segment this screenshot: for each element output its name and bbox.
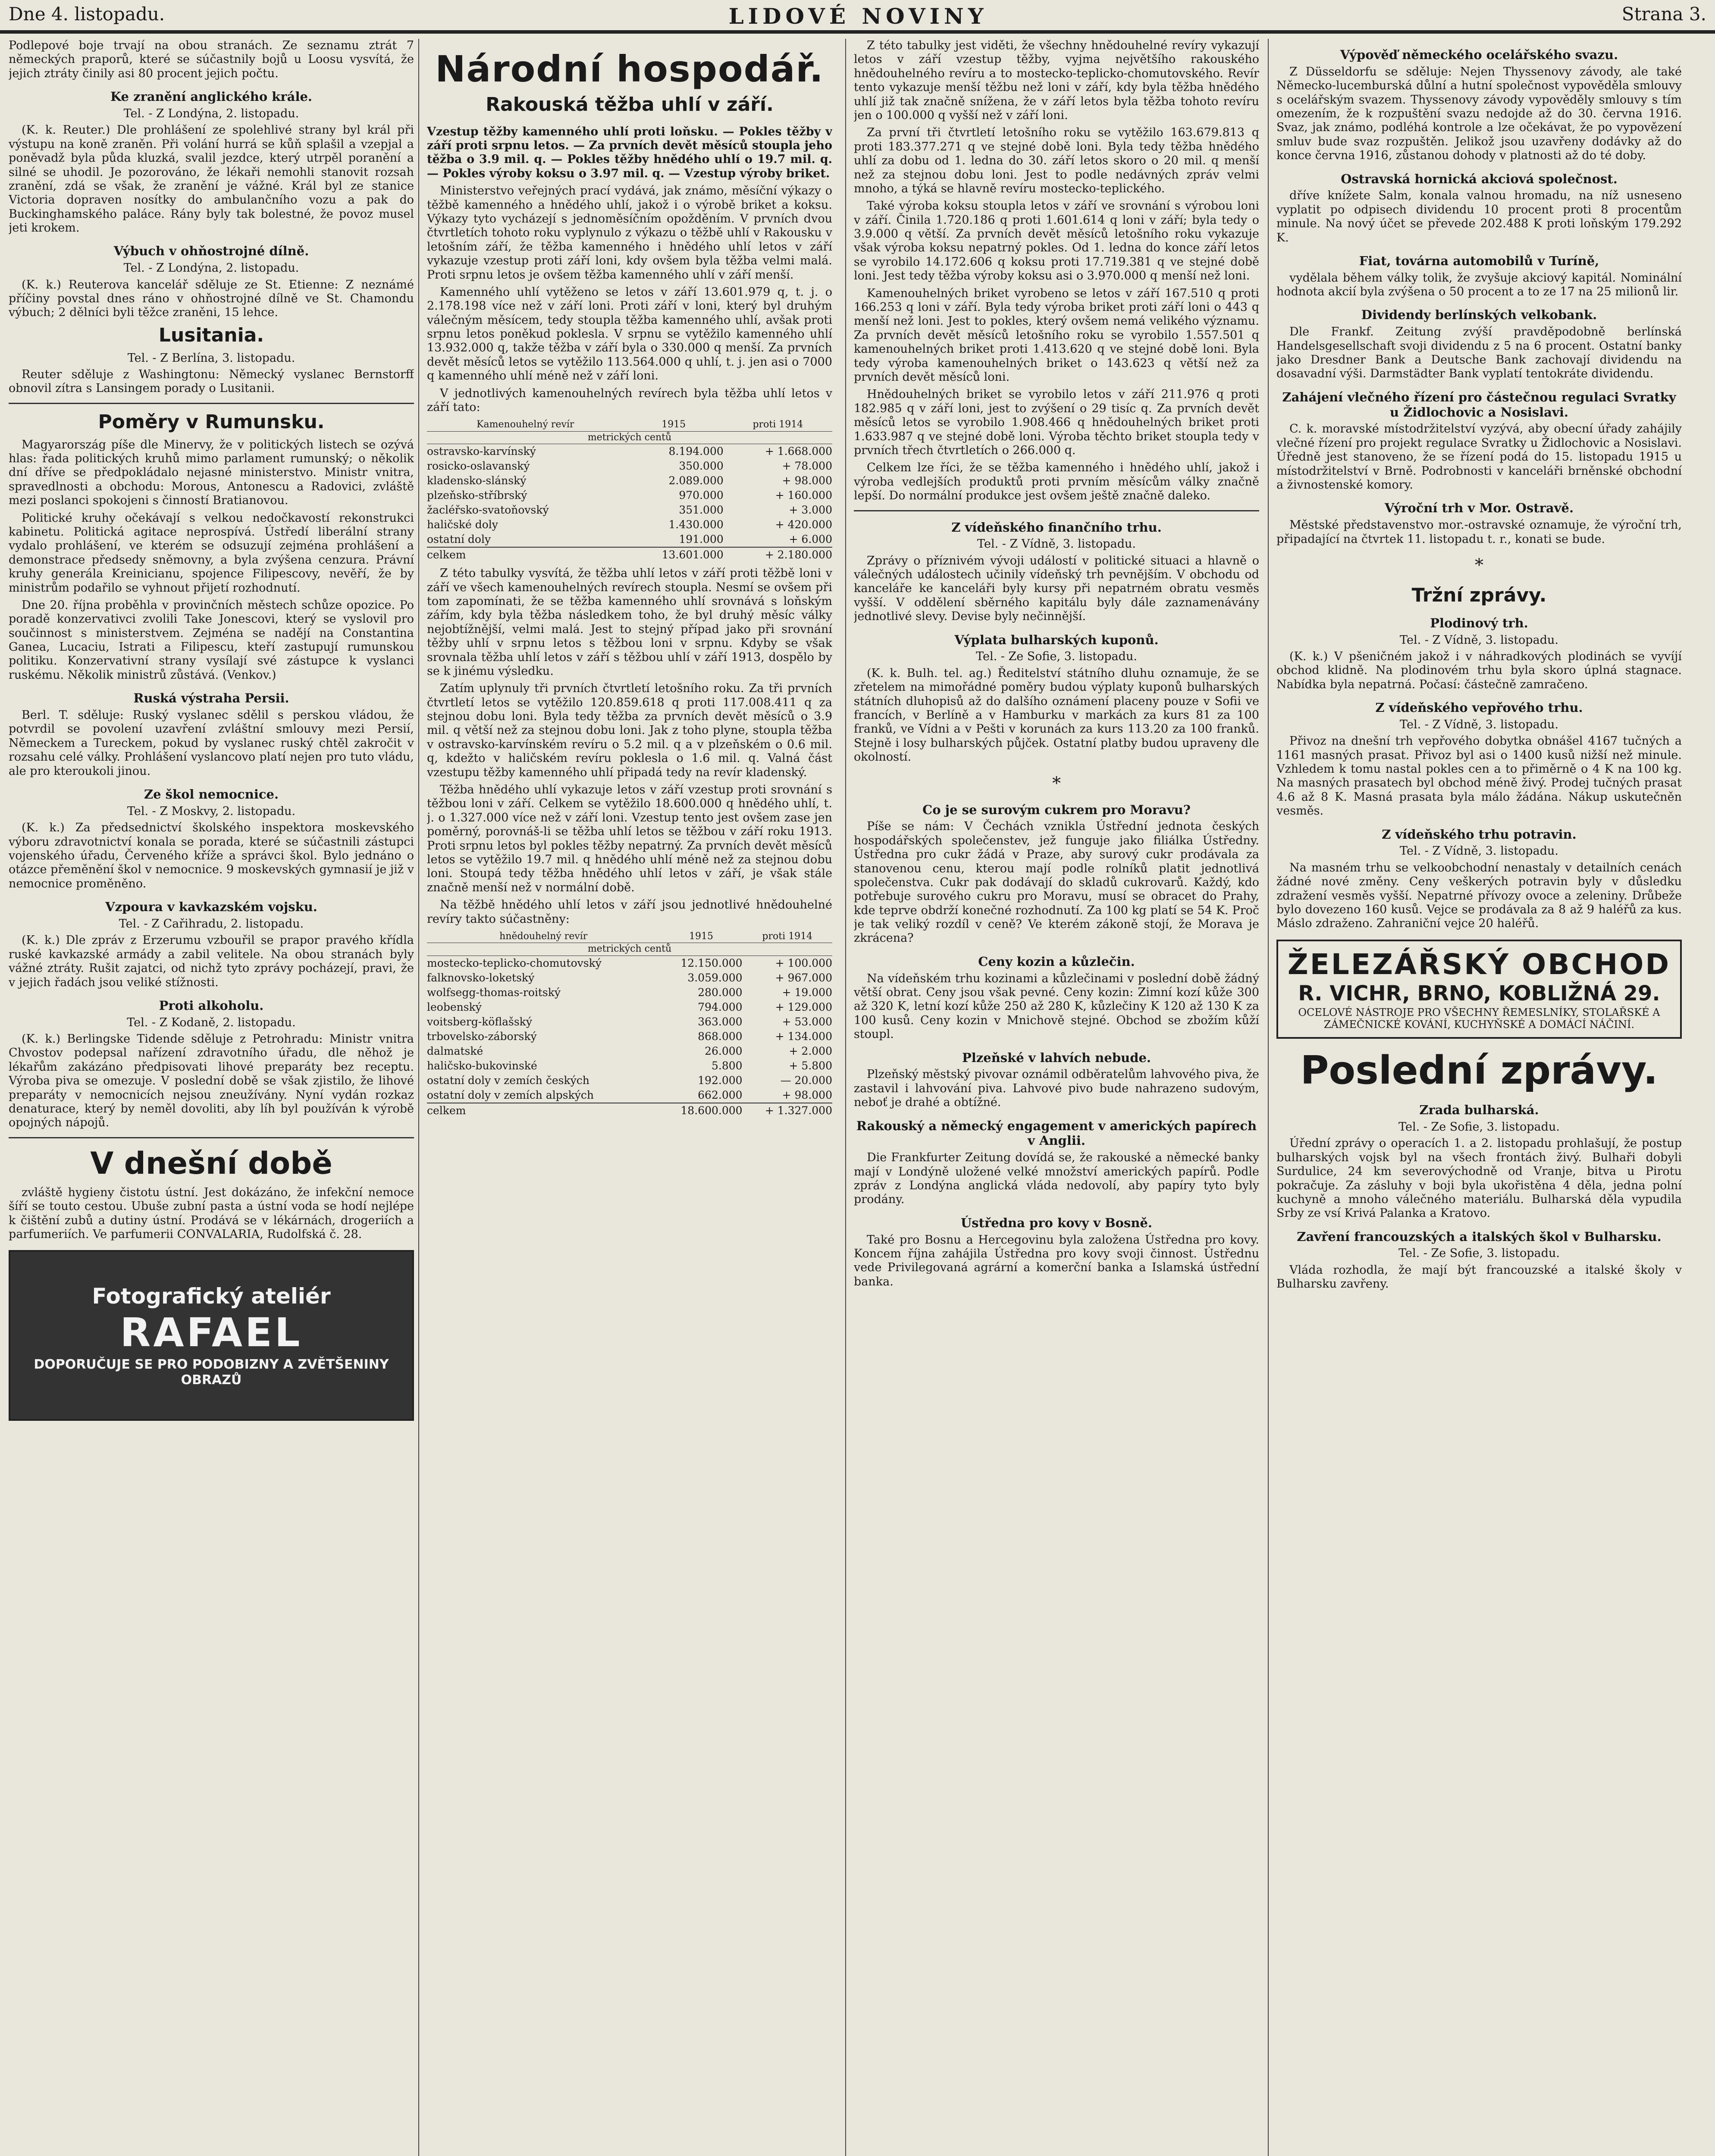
value-cell: 5.800 xyxy=(711,1059,743,1072)
article-text: Zprávy o příznivém vývoji událostí v politické situaci a hlavně o válečných událostech učinily vídeňský trh pevnějším. V obchodu od kanceláře ke kanceláři byly kursy při nepatrném obratu vesměs vyšší. V oddělení sběrného kapitálu byly dále zaznamenávány jednotlivé slevy. Devise byly nečinnější. xyxy=(854,554,1259,624)
table-header: hnědouhelný revír xyxy=(427,931,660,943)
revir-name-cell: voitsberg-köflašský xyxy=(427,1015,532,1028)
dateline: Tel. - Z Vídně, 3. listopadu. xyxy=(977,537,1136,551)
column-3 xyxy=(854,39,1259,2156)
article-text: Z této tabulky vysvítá, že těžba uhlí letos v září proti těžbě loni v září ve všech kamenouhelných revírech stoupla. Nesmí se ovšem při tom zapomínati, že se těžba kamenného uhlí srovnává s loňským zářím, kdy byla těžba následkem toho, že byl druhý měsíc války nejobtížnější, velmi malá. Jest to stejný případ jako při srovnání těžby uhlí v srpnu letos s těžbou loni v srpnu. Kdyby se však srovnala těžba uhlí letos v září s těžbou uhlí v září 1913, dospělo by se k jinému výsledku. xyxy=(427,567,832,678)
value-cell: 970.000 xyxy=(679,489,724,502)
value-cell: 12.150.000 xyxy=(680,956,743,969)
article-text: (K. k.) Za předsednictví školského inspektora moskevského výboru zdravotnictví konala se porada, které se súčastnili zástupci vojenského úřadu, Červeného kříže a správci škol. Bylo jednáno o otázce přeměnění škol v nemocnice. 9 moskevských gymnasií je již v nemocnice proměněno. xyxy=(9,821,414,890)
value-cell: + 160.000 xyxy=(775,489,832,502)
article-title: Ceny kozin a kůzlečin. xyxy=(978,954,1135,969)
column-rule xyxy=(845,39,846,2156)
value-cell: + 3.000 xyxy=(789,504,832,517)
dateline: Tel. - Z Vídně, 3. listopadu. xyxy=(1400,718,1558,731)
article-text: (K. k. Bulh. tel. ag.) Ředitelství státního dluhu oznamuje, že se zřetelem na mimořádné poměry budou výplaty kuponů bulharských státních dluhopisů až do dalšího oznámení placeny pouze v Sofii ve francích, v Berlíně a v Hamburku v markách za kurs 81 za 100 franků, ve Vídni a v Pešti v korunách za kurs 113.20 za 100 franků. Stejně i losy bulharských půjček. Ostatní platby budou upraveny dle okolností. xyxy=(854,666,1259,764)
value-cell: 192.000 xyxy=(698,1074,743,1087)
article-text: dříve knížete Salm, konala valnou hromadu, na níž usneseno vyplatit po odpisech dividendu 10 procent proti 8 procentům minule. Na nový účet se převede 202.488 K proti loňským 179.292 K. xyxy=(1276,189,1682,244)
hardware-store-advertisement xyxy=(1276,940,1682,1039)
table-header: proti 1914 xyxy=(743,931,832,943)
table-row xyxy=(427,532,832,547)
article-text: (K. k.) Reuterova kancelář sděluje ze St. Etienne: Z neznámé příčiny povstal dnes ráno v ohňostrojné dílně ve St. Chamondu výbuch; 2 dělníci byli těžce zraněni, 15 lehce. xyxy=(9,278,414,320)
table-row xyxy=(427,1073,832,1088)
article-text: Kamenouhelných briket vyrobeno se letos v září 167.510 q proti 166.253 q loni v září. Byla tedy výroba briket proti září loni o 443 q menší než loni. Jest to pokles, který ovšem nemá velikého významu. Za prvních devět měsíců letošního roku se vyrobilo 1.557.501 q kamenouhelných briket proti 1.413.620 q ve stejné době loni. Byla tedy výroba kamenouhelných briket o 143.623 q větší než za prvních devět měsíců loni. xyxy=(854,286,1259,384)
article-text: Die Frankfurter Zeitung dovídá se, že rakouské a německé banky mají v Londýně uložené velké množství amerických papírů. Podle zpráv z Londýna anglická vláda nedovolí, aby papíry tyto byly prodány. xyxy=(854,1151,1259,1206)
value-cell: 662.000 xyxy=(698,1088,743,1101)
dateline: Tel. - Z Vídně, 3. listopadu. xyxy=(1400,633,1558,647)
table-row xyxy=(427,1088,832,1103)
total-value-cell: 13.601.000 xyxy=(624,547,724,562)
table-row xyxy=(427,488,832,503)
article-text: Reuter sděluje z Washingtonu: Německý vyslanec Bernstorff obnovil zítra s Lansingem porady o Lusitanii. xyxy=(9,368,414,395)
ad-heading: ŽELEZÁŘSKÝ OBCHOD xyxy=(1287,947,1671,981)
column-1 xyxy=(9,39,414,2156)
article-title: Plodinový trh. xyxy=(1430,615,1528,630)
revir-name-cell: haličsko-bukovinské xyxy=(427,1059,537,1072)
table-total-row xyxy=(427,1103,832,1118)
table-row xyxy=(427,956,832,971)
revir-name-cell: mostecko-teplicko-chomutovský xyxy=(427,956,602,969)
article-title: Výroční trh v Mor. Ostravě. xyxy=(1384,501,1574,516)
article-title: Zrada bulharská. xyxy=(1419,1103,1539,1118)
masthead-title: LIDOVÉ NOVINY xyxy=(728,3,988,29)
section-heading: Poměry v Rumunsku. xyxy=(98,411,325,433)
article-text: Berl. T. sděluje: Ruský vyslanec sdělil s perskou vládou, že potvrdil se povolení uzavření zvláštní smlouvy mezi Persií, Německem a Tureckem, pokud by vyslanec ruský chtěl zakročit v rozsahu celé války. Prohlášení vyslancovo platí nejen pro tuto vládu, ale pro kteroukoli jinou. xyxy=(9,708,414,778)
article-text: Kamenného uhlí vytěženo se letos v září 13.601.979 q, t. j. o 2.178.198 více než v září loni. Proti září v loni, který byl druhým válečným měsícem, tedy stoupla těžba kamenného uhlí, avšak proti srpnu letos poněkud poklesla. V srpnu se vytěžilo kamenného uhlí 13.932.000 q, takže těžba v září byla o 330.000 q menší. Za prvních devět měsíců letos se vytěžilo 113.564.000 q uhlí, t. j. jen asi o 7000 q kamenného uhlí méně než v září loni. xyxy=(427,285,832,383)
table-row xyxy=(427,459,832,473)
article-title: Plzeňské v lahvích nebude. xyxy=(962,1050,1151,1065)
article-text: Také pro Bosnu a Hercegovinu byla založena Ústředna pro kovy. Koncem října zahájila Ústředna pro kovy svoji činnost. Ústřednu vede Privilegovaná agrární a komerční banka a Islamská ústřední banka. xyxy=(854,1233,1259,1288)
table-row xyxy=(427,1059,832,1073)
value-cell: + 53.000 xyxy=(782,1015,832,1028)
dateline: Tel. - Z Londýna, 2. listopadu. xyxy=(123,261,299,275)
revir-name-cell: wolfsegg-thomas-roitský xyxy=(427,986,561,999)
value-cell: 26.000 xyxy=(705,1044,743,1057)
ad-line: OCELOVÉ NÁSTROJE PRO VŠECHNY ŘEMESLNÍKY, STOLAŘSKÉ A ZÁMEČNICKÉ KOVÁNÍ, KUCHYŇSKÉ A DOMÁCÍ NÁČINÍ. xyxy=(1298,1006,1660,1031)
article-text: Dle Frankf. Zeitung zvýší pravděpodobně berlínská Handelsgesellschaft svoji dividendu z 5 na 6 procent. Ostatní banky jako Dresdner Bank a Deutsche Bank zachovají dividendu na dosavadní výši. Darmstädter Bank vyplatí tentokráte dividendu. xyxy=(1276,325,1682,381)
table-row xyxy=(427,444,832,459)
value-cell: 3.059.000 xyxy=(687,971,743,984)
value-cell: 280.000 xyxy=(698,986,743,999)
divider xyxy=(9,1137,414,1138)
total-value-cell: + 1.327.000 xyxy=(743,1103,832,1118)
article-text: (K. k. Reuter.) Dle prohlášení ze spolehlivé strany byl král při výstupu na koně zraněn. Při volání hurrá se kůň splašil a vzepjal a poněvadž byla půda kluzká, svalil jezdce, který utrpěl poranění a silné se uhodil. Je pozorováno, že lékaři nemohli stanovit rozsah zranění, zdá se však, že zranění je vážné. Král byl ze stanice Victoria dopraven nosítky do ambulančního vozu a pak do Buckinghamského paláce. Rány byly tak bolestné, že povoz musel jeti krokem. xyxy=(9,123,414,235)
article-text: Přivoz na dnešní trh vepřového dobytka obnášel 4167 tučných a 1161 masných prasat. Přivoz byl asi o 1400 kusů nižší než minule. Vzhledem k tomu nastal pokles cen a to přiměrně o 4 K na 100 kg. Na masných prasatech byl obchod méně živý. Prodej tučných prasat 4.6 až 8 K. Masná prasata byla málo žádána. Nákup uskutečněn vesměs. xyxy=(1276,734,1682,818)
section-subheading: Rakouská těžba uhlí v září. xyxy=(486,93,774,116)
article-title: Výbuch v ohňostrojné dílně. xyxy=(113,244,309,259)
value-cell: 350.000 xyxy=(679,460,724,473)
issue-date: Dne 4. listopadu. xyxy=(9,3,165,25)
article-title: Ostravská hornická akciová společnost. xyxy=(1341,171,1618,186)
value-cell: + 5.800 xyxy=(789,1059,832,1072)
article-title: Ústředna pro kovy v Bosně. xyxy=(961,1215,1152,1230)
article-title: Výpověď německého ocelářského svazu. xyxy=(1340,47,1618,62)
article-title: Zavření francouzských a italských škol v Bulharsku. xyxy=(1297,1229,1662,1244)
value-cell: 8.194.000 xyxy=(668,445,724,458)
brown-coal-table xyxy=(427,931,832,1118)
value-cell: 794.000 xyxy=(698,1000,743,1013)
revir-name-cell: trbovelsko-záborský xyxy=(427,1030,537,1043)
table-row xyxy=(427,517,832,532)
article-text: C. k. moravské místodržitelství vyzývá, aby obecní úřady zahájily vlečné řízení pro projekt regulace Svratky u Židlochovic a Nosislavi. Úředně jest stanoveno, že se řízení podá do 15. listopadu 1915 u místodržitelství v Brně. Podrobnosti v kanceláři brněnské obchodní a živnostenské komory. xyxy=(1276,422,1682,492)
article-text: Píše se nám: V Čechách vznikla Ústřední jednota českých hospodářských společenstev, jež funguje jako filiálka Ústředny. Ústředna pro cukr žádá v Praze, aby surový cukr prodávala za stanovenou cenu, kterou mají podle rolníků platit jednotlivá společenstva. Cukr pak dodávají do skladů cukrovarů. Každý, kdo potřebuje surového cukru pro Moravu, musí se obracet do Prahy, kde teprve obdrží konečné rozhodnutí. Za 100 kg platí se 54 K. Proč je tak veliký rozdíl v ceně? Ve kterém zákoně stojí, že Morava je zkrácena? xyxy=(854,820,1259,945)
revir-name-cell: ostatní doly xyxy=(427,533,491,546)
dateline: Tel. - Z Cařihradu, 2. listopadu. xyxy=(119,917,304,931)
table-total-row xyxy=(427,547,832,562)
table-row xyxy=(427,1000,832,1015)
intro-paragraph: Podlepové boje trvají na obou stranách. Ze seznamu ztrát 7 německých praporů, které se súčastnily bojů u Loosu vysvítá, že jejich ztráty činily asi 80 procent jejich počtu. xyxy=(9,39,414,80)
page-header xyxy=(0,0,1715,34)
article-title: Vzpoura v kavkazském vojsku. xyxy=(105,899,317,915)
table-row xyxy=(427,985,832,1000)
article-text: Na těžbě hnědého uhlí letos v září jsou jednotlivé hnědouhelné revíry takto súčastněny: xyxy=(427,898,832,926)
divider xyxy=(854,510,1259,511)
article-title: Fiat, továrna automobilů v Turíně, xyxy=(1359,253,1599,268)
dateline: Tel. - Z Kodaně, 2. listopadu. xyxy=(127,1015,296,1029)
dateline: Tel. - Ze Sofie, 3. listopadu. xyxy=(1398,1247,1560,1260)
value-cell: + 967.000 xyxy=(775,971,832,984)
dateline: Tel. - Z Vídně, 3. listopadu. xyxy=(1400,844,1558,858)
article-text: Za první tři čtvrtletí letošního roku se vytěžilo 163.679.813 q proti 183.377.271 q ve stejné době loni. Byla tedy těžba hnědého uhlí za dobu od 1. ledna do 30. září letos skoro o 20 mil. q menší než za stejnou dobu loni. Jest to podle nedávných zpráv velmi mnoho, a týká se hlavně revíru mostecko-teplického. xyxy=(854,126,1259,195)
article-text: Na masném trhu se velkoobchodní nenastaly v detailních cenách žádné nové změny. Ceny veškerých potravin byly v důsledku zdražení vesměs vyšší. Nepatrné přívozy ovoce a zeleniny. Drůbeže bylo dovezeno 160 kusů. Vejce se prodávala za 8 až 9 haléřů za kus. Máslo zdraženo. Zahraniční vejce 20 haléřů. xyxy=(1276,861,1682,931)
column-4 xyxy=(1276,39,1682,2156)
table-row xyxy=(427,473,832,488)
photo-studio-advertisement xyxy=(9,1250,414,1421)
article-text: vydělala během války tolik, že zvyšuje akciový kapitál. Nominální hodnota akcií byla zvýšena o 50 procent a to ze 17 na 25 milionů lir. xyxy=(1276,271,1682,299)
revir-name-cell: ostravsko-karvínský xyxy=(427,445,536,458)
article-text: Městské představenstvo mor.-ostravské oznamuje, že výroční trh, připadající na čtvrtek 11. listopadu t. r., konati se bude. xyxy=(1276,518,1682,546)
article-title: Ze škol nemocnice. xyxy=(144,787,279,802)
table-row xyxy=(427,1044,832,1059)
table-subheader: metrických centů xyxy=(427,943,832,956)
article-title: Co je se surovým cukrem pro Moravu? xyxy=(922,802,1191,817)
dateline: Tel. - Z Londýna, 2. listopadu. xyxy=(123,107,299,120)
divider xyxy=(9,403,414,404)
revir-name-cell: falknovsko-loketský xyxy=(427,971,535,984)
value-cell: 191.000 xyxy=(679,533,724,546)
revir-name-cell: leobenský xyxy=(427,1000,482,1013)
value-cell: 363.000 xyxy=(698,1015,743,1028)
total-value-cell: + 2.180.000 xyxy=(724,547,832,562)
dateline: Tel. - Ze Sofie, 3. listopadu. xyxy=(976,650,1137,664)
article-text: Plzeňský městský pivovar oznámil odběratelům lahvového piva, že zastavil i lahvování piva. Lahvové pivo bude nahrazeno sudovým, neboť je drahé a obtížné. xyxy=(854,1068,1259,1109)
advertisement-heading: V dnešní době xyxy=(90,1145,332,1181)
ad-line: DOPORUČUJE SE PRO PODOBIZNY A ZVĚTŠENINY OBRAZŮ xyxy=(34,1357,389,1388)
table-row xyxy=(427,503,832,517)
article-title: Rakouský a německý engagement v amerických papírech v Anglii. xyxy=(856,1118,1257,1148)
revir-name-cell: haličské doly xyxy=(427,518,498,531)
ad-brand: RAFAEL xyxy=(120,1310,303,1356)
advertisement-text: zvláště hygieny čistotu ústní. Jest dokázáno, že infekční nemoce šíří se touto cestou. Ubuše zubní pasta a ústní voda se hodí nejlépe k čištění zubů a dutiny ústní. Prodává se v lékárnách, drogeriích a parfumeriích. Ve parfumerii CONVALARIA, Rudolfská č. 28. xyxy=(9,1185,414,1241)
article-text: Politické kruhy očekávají s velkou nedočkavostí rekonstrukci kabinetu. Politická agitace neprospívá. Ústředí liberální strany vydalo prohlášení, ve kterém se odsuzují zejména prohlášení a demonstrace předsedy sněmovny, a byla zvýšena cenzura. Právní kruhy generála Kreinicianu, spojence Filipescovy, nevěří, že by ministrům podařilo se vyhnout přijetí rozhodnutí. xyxy=(9,511,414,595)
table-subheader: metrických centů xyxy=(427,431,832,444)
section-divider-star: * xyxy=(1475,555,1483,575)
table-row xyxy=(427,971,832,985)
total-value-cell: 18.600.000 xyxy=(660,1103,742,1118)
column-rule xyxy=(1268,39,1269,2156)
article-text: Zatím uplynuly tři prvních čtvrtletí letošního roku. Za tři prvních čtvrtletí letos se vytěžilo 120.859.618 q proti 117.008.411 q za stejnou dobu loni. Byla tedy těžba za prvních devět měsíců o 3.9 mil. q větší než za stejnou dobu loni. Jak z toho plyne, stoupla těžba v ostravsko-karvínském revíru o 5.2 mil. q a v plzeňském o 0.6 mil. q, kdežto v haličském revíru poklesla o 1.6 mil. q. Valná část vzestupu těžby kamenného uhlí připadá tedy na revír kladenský. xyxy=(427,682,832,779)
article-text: Ministerstvo veřejných prací vydává, jak známo, měsíční výkazy o těžbě kamenného a hnědého uhlí, jakož i o výrobě briket a koksu. Výkazy tyto vycházejí s jednoměsíčním opožděním. V prvních dvou čtvrtletích tohoto roku vyplynulo z výkazu o těžbě uhlí v Rakousku v letošním září, že těžba kamenného i hnědého uhlí letos v září vykazuje vzestup proti září loni, kdy ovšem byla těžba velmi malá. Proti srpnu letos je ovšem těžba kamenného uhlí v září menší. xyxy=(427,184,832,282)
article-title: Z vídeňského vepřového trhu. xyxy=(1375,700,1583,715)
value-cell: + 2.000 xyxy=(789,1044,832,1057)
table-row xyxy=(427,1015,832,1029)
article-title: Dividendy berlínských velkobank. xyxy=(1361,307,1597,323)
value-cell: + 100.000 xyxy=(775,956,832,969)
table-header: proti 1914 xyxy=(724,419,832,431)
ad-address: R. VICHR, BRNO, KOBLIŽNÁ 29. xyxy=(1298,981,1660,1006)
article-title: Z vídeňského finančního trhu. xyxy=(951,520,1162,535)
value-cell: + 6.000 xyxy=(789,533,832,546)
article-text: Těžba hnědého uhlí vykazuje letos v září vzestup proti srovnání s těžbou loni v září. Celkem se vytěžilo 18.600.000 q hnědého uhlí, t. j. o 1.327.000 více než v září loni. Vzestup tento jest ovšem zase jen poměrný, porovnáš-li se těžba uhlí letos se těžbou v září roku 1913. Proti srpnu letos byl pokles těžby nepatrný. Za prvních devět měsíců letos se vytěžilo 19.7 mil. q hnědého uhlí méně než za stejnou dobu loni. Stoupá tedy těžba hnědého uhlí letos v září, je však stále značně menší než v normální době. xyxy=(427,783,832,894)
revir-name-cell: rosicko-oslavanský xyxy=(427,460,530,473)
revir-name-cell: plzeňsko-stříbrský xyxy=(427,489,527,502)
value-cell: + 98.000 xyxy=(782,474,832,487)
article-text: Také výroba koksu stoupla letos v září ve srovnání s výrobou loni v září. Činila 1.720.186 q proti 1.601.614 q loni v září; byla tedy o 3.9.000 q větší. Za prvních devět měsíců letošního roku vykazuje však výroba koksu nepatrný pokles. Od 1. ledna do konce září letos se vyrobilo 14.172.606 q koksu proti 17.719.381 q ve stejné době loni. Jest tedy těžba výroby koksu asi o 3.970.000 q menší než loni. xyxy=(854,199,1259,283)
article-text: Vláda rozhodla, že mají být francouzské a italské školy v Bulharsku zavřeny. xyxy=(1276,1263,1682,1291)
value-cell: + 1.668.000 xyxy=(765,445,832,458)
column-2 xyxy=(427,39,832,2156)
dateline: Tel. - Ze Sofie, 3. listopadu. xyxy=(1398,1120,1560,1134)
revir-name-cell: kladensko-slánský xyxy=(427,474,527,487)
article-text: Z Düsseldorfu se sděluje: Nejen Thyssenovy závody, ale také Německo-lucemburská důlní a hutní společnost vypověděla smlouvy s ocelářským svazem. Thyssenovy závody vypověděly smlouvy s tím omezením, že k rozpuštění svazu nedojde až do 30. června 1916. Svaz, jak známo, podléhá kontrole a lze očekávat, že po vypovězení smluv bude svaz rozpuštěn. Jelikož jsou uzavřeny dodávky až do konce června 1916, zůstanou dohody v platnosti až do té doby. xyxy=(1276,65,1682,163)
table-header: 1915 xyxy=(624,419,724,431)
article-text: Úřední zprávy o operacích 1. a 2. listopadu prohlašují, že postup bulharských vojsk byl na všech frontách živý. Bulhaři dobyli Surdulice, 24 km severovýchodně od Vranje, bitva u Pirotu pokračuje. Za zásluhy v boji byla ukořistěna 4 děla, jedna polní kuchyně a mnoho válečného materiálu. Bulharská děla vypudila Srby ze vsí Krivá Palanka a Kratovo. xyxy=(1276,1137,1682,1220)
article-title: Zahájení vlečného řízení pro částečnou regulaci Svratky u Židlochovic a Nosislavi. xyxy=(1282,389,1676,420)
article-lead: Vzestup těžby kamenného uhlí proti loňsku. — Pokles těžby v září proti srpnu letos. — Za prvních devět měsíců stoupla jeho těžba o 3.9 mil. q. — Pokles těžby hnědého uhlí o 19.7 mil. q. — Pokles výroby koksu o 3.97 mil. q. — Vzestup výroby briket. xyxy=(427,125,832,180)
ad-line: Fotografický ateliér xyxy=(92,1284,331,1309)
section-heading: Národní hospodář. xyxy=(435,48,824,90)
value-cell: 351.000 xyxy=(679,504,724,517)
article-title: Ruská výstraha Persii. xyxy=(133,691,289,706)
value-cell: + 19.000 xyxy=(782,986,832,999)
article-title: Výplata bulharských kuponů. xyxy=(954,632,1159,647)
value-cell: + 420.000 xyxy=(775,518,832,531)
section-heading: Lusitania. xyxy=(158,324,264,346)
article-text: Magyarország píše dle Minervy, že v politických listech se ozývá hlas: řada politických kruhů mimo parlament rumunský; o několik dní dříve se předpokládalo nejasné ministerstvo. Ministr vnitra, spravedlnosti a obchodu: Morous, Antonescu a Radovici, zvláště mezi poslanci spokojeni s činností Bratianovou. xyxy=(9,438,414,508)
article-text: Celkem lze říci, že se těžba kamenného i hnědého uhlí, jakož i výroba vedlejších produktů proti prvním měsícům války značně lepší. Do normální produkce jest ovšem ještě značně daleko. xyxy=(854,461,1259,503)
article-title: Z vídeňského trhu potravin. xyxy=(1382,827,1577,842)
article-text: Dne 20. října proběhla v provinčních městech schůze opozice. Po poradě konzervativci zvolili Take Jonescovi, který se vyslovil pro součinnost s ministerstvem. Zejména se nadějí na Constantina Ganea, Lucaciu, Istrati a Filipescu, kteří zastupují rumunskou politiku. Konzervativní strany vysílají své zástupce k vyslanci ruskému. Několik ministrů zůstává. (Venkov.) xyxy=(9,598,414,682)
value-cell: + 134.000 xyxy=(775,1030,832,1043)
total-label-cell: celkem xyxy=(427,547,624,562)
dateline: Tel. - Z Berlína, 3. listopadu. xyxy=(127,351,295,365)
article-text: (K. k.) Dle zpráv z Erzerumu vzbouřil se prapor pravého křídla ruské kavkazské armády a zabil velitele. Na obou stranách byly vážné ztráty. Rušit zajatci, od nichž tyto zprávy pocházejí, pravi, že v jejich řadách jsou veliké stížnosti. xyxy=(9,934,414,989)
hard-coal-table xyxy=(427,419,832,562)
article-text: Hnědouhelných briket se vyrobilo letos v září 211.976 q proti 182.985 q v září loni, jest to zvýšení o 29 tisíc q. Za prvních devět měsíců letos se vyrobilo 1.908.466 q hnědouhelných briket proti 1.633.987 q ve stejné době loni. Výroba těchto briket stoupla tedy v prvních třech čtvrtletích o 266.000 q. xyxy=(854,388,1259,457)
table-header: 1915 xyxy=(660,931,742,943)
latest-news-heading: Poslední zprávy. xyxy=(1300,1048,1658,1094)
value-cell: 868.000 xyxy=(698,1030,743,1043)
revir-name-cell: ostatní doly v zemích alpských xyxy=(427,1088,594,1101)
revir-name-cell: žacléřsko-svatoňovský xyxy=(427,504,549,517)
value-cell: — 20.000 xyxy=(780,1074,832,1087)
article-text: Z této tabulky jest viděti, že všechny hnědouhelné revíry vykazují letos v září vzestup těžby, vyjma největšího rakouského hnědouhelného revíru a to mostecko-teplicko-chomutovského. Revír tento vykazuje menší těžbu než loni v září, kdy byla těžba hnědého uhlí již tak značně snížena, že v září letos byla těžba tohoto revíru jen o 100.000 q vyšší než v září loni. xyxy=(854,39,1259,122)
section-heading: Tržní zprávy. xyxy=(1411,584,1547,606)
article-title: Proti alkoholu. xyxy=(159,998,264,1013)
value-cell: 2.089.000 xyxy=(668,474,724,487)
article-text: V jednotlivých kamenouhelných revírech byla těžba uhlí letos v září tato: xyxy=(427,386,832,414)
page-number: Strana 3. xyxy=(1621,3,1706,25)
table-row xyxy=(427,1029,832,1044)
table-header: Kamenouhelný revír xyxy=(427,419,624,431)
article-text: Na vídeňském trhu kozinami a kůzlečinami v poslední době žádný větší obrat. Ceny jsou však pevné. Ceny kozin: Zimní kozí kůže 300 až 320 K, letní kozí kůže 250 až 280 K, kůzlečiny K 120 až 130 K za 100 kusů. Ceny kozin v Mnichově stejné. Obchod se zbožím kůží stoupl. xyxy=(854,971,1259,1041)
article-text: (K. k.) Berlingske Tidende sděluje z Petrohradu: Ministr vnitra Chvostov podepsal nařízení zdravotního úřadu, dle něhož je lékařům zakázáno předpisovati lihové preparáty bez receptu. Výroba piva se omezuje. V poslední době se však zjistilo, že lihové preparáty v nemocnicích nejsou zneužívány. Nyní vydán rozkaz denaturace, který by neměl dovoliti, aby líh byl používán k výrobě opojných nápojů. xyxy=(9,1032,414,1130)
value-cell: 1.430.000 xyxy=(668,518,724,531)
total-label-cell: celkem xyxy=(427,1103,660,1118)
column-rule xyxy=(418,39,419,2156)
article-text: (K. k.) V pšeničném jakož i v náhradkových plodinách se vyvíjí obchod klidně. Na plodinovém trhu byla skoro úplná stagnace. Nabídka byla nepatrná. Počasí: částečně zamračeno. xyxy=(1276,649,1682,691)
value-cell: + 129.000 xyxy=(775,1000,832,1013)
dateline: Tel. - Z Moskvy, 2. listopadu. xyxy=(127,804,296,818)
value-cell: + 78.000 xyxy=(782,460,832,473)
section-divider-star: * xyxy=(1052,773,1061,793)
article-title: Ke zranění anglického krále. xyxy=(110,89,313,104)
revir-name-cell: dalmatské xyxy=(427,1044,483,1057)
value-cell: + 98.000 xyxy=(782,1088,832,1101)
revir-name-cell: ostatní doly v zemích českých xyxy=(427,1074,589,1087)
